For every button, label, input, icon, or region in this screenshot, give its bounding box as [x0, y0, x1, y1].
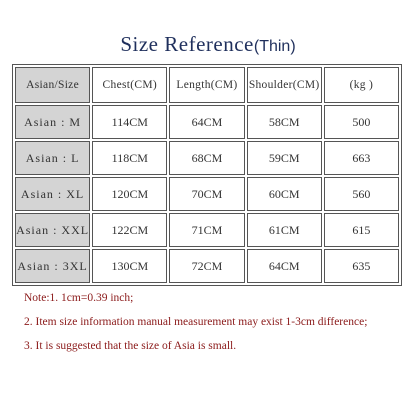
chest-value: 114CM	[92, 105, 167, 139]
shoulder-value: 59CM	[247, 141, 322, 175]
chest-value: 118CM	[92, 141, 167, 175]
header-weight: (kg )	[324, 67, 399, 103]
table-row	[15, 105, 399, 139]
weight-value: 615	[324, 213, 399, 247]
notes-section	[24, 286, 404, 358]
length-value: 71CM	[169, 213, 244, 247]
title-sub: (Thin)	[253, 38, 296, 55]
length-value: 64CM	[169, 105, 244, 139]
shoulder-value: 61CM	[247, 213, 322, 247]
size-label: Asian : M	[15, 105, 90, 139]
table-header-row	[15, 67, 399, 103]
table-row	[15, 213, 399, 247]
header-length: Length(CM)	[169, 67, 244, 103]
note-measurement-difference: 2. Item size information manual measurement may exist 1-3cm difference;	[24, 316, 368, 328]
length-value: 72CM	[169, 249, 244, 283]
weight-value: 663	[324, 141, 399, 175]
title-main: Size Reference	[120, 32, 254, 56]
chest-value: 122CM	[92, 213, 167, 247]
size-table	[12, 64, 402, 286]
size-label: Asian : 3XL	[15, 249, 90, 283]
shoulder-value: 60CM	[247, 177, 322, 211]
table-row	[15, 141, 399, 175]
shoulder-value: 58CM	[247, 105, 322, 139]
length-value: 68CM	[169, 141, 244, 175]
table-row	[15, 177, 399, 211]
page-title	[0, 32, 416, 57]
note-conversion: Note:1. 1cm=0.39 inch;	[24, 292, 134, 304]
size-label: Asian : XXL	[15, 213, 90, 247]
header-shoulder: Shoulder(CM)	[247, 67, 322, 103]
note-asia-size-small: 3. It is suggested that the size of Asia is small.	[24, 340, 237, 352]
length-value: 70CM	[169, 177, 244, 211]
header-asian-size: Asian/Size	[15, 67, 90, 103]
weight-value: 560	[324, 177, 399, 211]
chest-value: 130CM	[92, 249, 167, 283]
shoulder-value: 64CM	[247, 249, 322, 283]
size-label: Asian : L	[15, 141, 90, 175]
chest-value: 120CM	[92, 177, 167, 211]
header-chest: Chest(CM)	[92, 67, 167, 103]
table-row	[15, 249, 399, 283]
weight-value: 500	[324, 105, 399, 139]
size-label: Asian : XL	[15, 177, 90, 211]
weight-value: 635	[324, 249, 399, 283]
